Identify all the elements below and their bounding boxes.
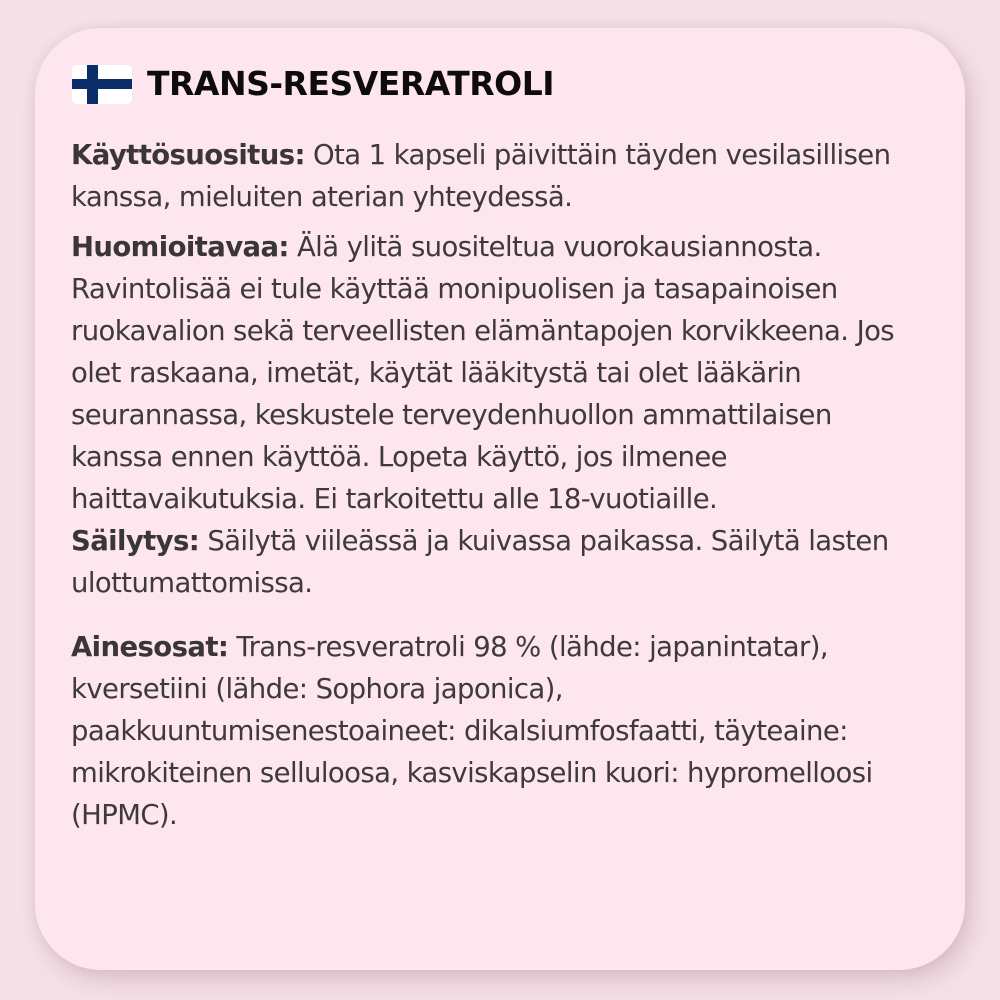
product-title: TRANS-RESVERATROLI <box>147 64 555 103</box>
ingredients-label: Ainesosat: <box>71 631 229 663</box>
warnings-text: Älä ylitä suositeltua vuorokausiannosta. Ravintolisää ei tule käyttää monipuolisen ja tasapainoisen ruokavalion sekä terveellisten elämäntapojen korvikkeena. Jos olet raskaana, imetät, käytät lääkitystä tai olet lääkärin seurannassa, keskustele terveydenhuollon ammattilaisen kanssa ennen käyttöä. Lopeta käyttö, jos ilmenee haittavaikutuksia. Ei tarkoitettu alle 18-vuotiaille. <box>71 231 895 515</box>
card-header <box>72 64 554 104</box>
flag-cross-horizontal <box>72 79 132 89</box>
usage-label: Käyttösuositus: <box>71 139 305 171</box>
finland-flag-icon <box>72 65 132 104</box>
storage-text: Säilytä viileässä ja kuivassa paikassa. Säilytä lasten ulottumattomissa. <box>71 525 889 599</box>
usage-text: Ota 1 kapseli päivittäin täyden vesilasillisen kanssa, mieluiten aterian yhteydessä. <box>71 139 891 213</box>
storage-section <box>71 520 931 604</box>
product-info-card <box>35 28 965 970</box>
ingredients-section <box>71 626 931 836</box>
usage-section <box>71 134 931 218</box>
warnings-label: Huomioitavaa: <box>71 231 289 263</box>
warnings-section <box>71 226 931 520</box>
ingredients-text: Trans-resveratroli 98 % (lähde: japanintatar), kversetiini (lähde: Sophora japonica), paakkuuntumisenestoaineet: dikalsiumfosfaatti, täyteaine: mikrokiteinen selluloosa, kasviskapselin kuori: hypromelloosi (HPMC). <box>71 631 873 831</box>
storage-label: Säilytys: <box>71 525 200 557</box>
product-details <box>71 134 931 836</box>
